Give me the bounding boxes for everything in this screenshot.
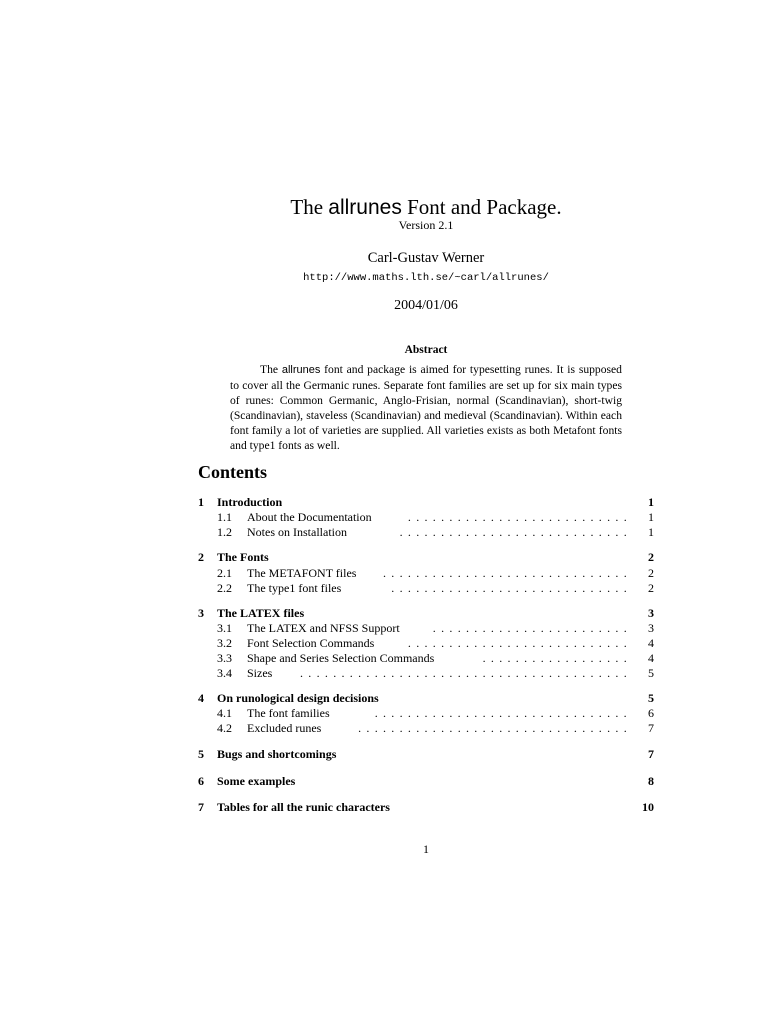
version: Version 2.1 <box>398 218 454 232</box>
toc-entry-number: 2 <box>198 550 204 564</box>
toc-entry-page: 2 <box>648 581 654 595</box>
toc-entry-page: 3 <box>648 606 654 620</box>
toc-entry-title: Some examples <box>217 774 296 788</box>
toc-entry-number: 3.1 <box>217 621 232 635</box>
page-number: 1 <box>423 842 429 856</box>
toc-subsection-entry[interactable] <box>198 721 654 736</box>
toc-subsection-entry[interactable] <box>198 706 654 721</box>
toc-leader-dots: ........................................ <box>300 666 632 680</box>
abstract-text: The allrunes font and package is aimed for typesetting runes. It is supposed to cover all the Germanic runes. Separate font families are set up for six main types of runes: Common Germanic, Anglo-Frisian, normal (Scandinavian), short-twig (Scandinavian), staveless (Scandinavian) and medieval (Scandinavian). Within each font family a lot of varieties are supplied. All varieties exists as both Metafont fonts and type1 fonts as well. <box>230 363 622 452</box>
toc-entry-number: 4.2 <box>217 721 232 735</box>
toc-entry-title: Introduction <box>217 495 283 509</box>
toc-entry-number: 1 <box>198 495 204 509</box>
toc-entry-number: 4 <box>198 691 204 705</box>
url-link[interactable]: http://www.maths.lth.se/~carl/allrunes/ <box>303 272 549 284</box>
toc-entry-title: Bugs and shortcomings <box>217 747 337 761</box>
toc-subsection-entry[interactable] <box>198 566 654 581</box>
toc-entry-title: The Fonts <box>217 550 269 564</box>
toc-entry-number: 7 <box>198 800 204 814</box>
toc-entry-page: 2 <box>648 566 654 580</box>
toc-entry-title: Sizes <box>247 666 273 680</box>
toc-entry-title: Excluded runes <box>247 721 322 735</box>
toc-entry-number: 4.1 <box>217 706 232 720</box>
toc-section-entry[interactable] <box>198 550 654 565</box>
toc-entry-number: 3.3 <box>217 651 232 665</box>
toc-entry-title: The LATEX and NFSS Support <box>247 621 400 635</box>
toc-section-entry[interactable] <box>198 774 654 789</box>
toc-leader-dots: ............................ <box>399 525 632 539</box>
toc-section-entry[interactable] <box>198 800 654 815</box>
document-title: The allrunes Font and Package. <box>290 195 562 219</box>
toc-entry-page: 3 <box>648 621 654 635</box>
toc-subsection-entry[interactable] <box>198 636 654 651</box>
toc-entry-number: 1.2 <box>217 525 232 539</box>
toc-entry-page: 5 <box>648 691 654 705</box>
toc-entry-number: 2.2 <box>217 581 232 595</box>
toc-entry-number: 3 <box>198 606 204 620</box>
toc-subsection-entry[interactable] <box>198 621 654 636</box>
toc-section-entry[interactable] <box>198 747 654 762</box>
toc-entry-number: 5 <box>198 747 204 761</box>
toc-leader-dots: ................................. <box>358 721 632 735</box>
toc-section-entry[interactable] <box>198 495 654 510</box>
toc-entry-page: 6 <box>648 706 654 720</box>
toc-entry-page: 8 <box>648 774 654 788</box>
toc-subsection-entry[interactable] <box>198 666 654 681</box>
toc-leader-dots: ........................ <box>432 621 632 635</box>
toc-entry-page: 1 <box>648 525 654 539</box>
toc-entry-number: 1.1 <box>217 510 232 524</box>
toc-subsection-entry[interactable] <box>198 510 654 525</box>
toc-entry-page: 2 <box>648 550 654 564</box>
toc-leader-dots: ........................... <box>407 636 632 650</box>
toc-subsection-entry[interactable] <box>198 651 654 666</box>
toc-entry-title: On runological design decisions <box>217 691 379 705</box>
toc-entry-page: 1 <box>648 510 654 524</box>
toc-entry-number: 2.1 <box>217 566 232 580</box>
toc-subsection-entry[interactable] <box>198 525 654 540</box>
toc-entry-title: Tables for all the runic characters <box>217 800 390 814</box>
toc-leader-dots: ........................... <box>407 510 632 524</box>
package-name: allrunes <box>328 196 402 219</box>
toc-entry-number: 6 <box>198 774 204 788</box>
toc-entry-title: The font families <box>247 706 330 720</box>
author: Carl-Gustav Werner <box>367 250 485 266</box>
toc-leader-dots: .............................. <box>383 566 632 580</box>
toc-entry-title: Shape and Series Selection Commands <box>247 651 435 665</box>
toc-subsection-entry[interactable] <box>198 581 654 596</box>
toc-leader-dots: ............................... <box>374 706 632 720</box>
date: 2004/01/06 <box>394 298 458 313</box>
toc-entry-page: 1 <box>648 495 654 509</box>
toc-entry-title: Notes on Installation <box>247 525 347 539</box>
toc-entry-page: 4 <box>648 651 654 665</box>
toc-entry-title: The type1 font files <box>247 581 342 595</box>
toc-entry-page: 10 <box>642 800 654 814</box>
abstract-heading: Abstract <box>404 344 448 356</box>
toc-entry-title: The METAFONT files <box>247 566 357 580</box>
toc-section-entry[interactable] <box>198 691 654 706</box>
toc-entry-page: 4 <box>648 636 654 650</box>
toc-section-entry[interactable] <box>198 606 654 621</box>
toc-entry-number: 3.4 <box>217 666 232 680</box>
toc-leader-dots: ............................. <box>391 581 632 595</box>
toc-entry-number: 3.2 <box>217 636 232 650</box>
toc-entry-page: 5 <box>648 666 654 680</box>
toc-entry-page: 7 <box>648 721 654 735</box>
toc-entry-page: 7 <box>648 747 654 761</box>
toc-leader-dots: .................. <box>482 651 632 665</box>
toc-entry-title: About the Documentation <box>247 510 372 524</box>
toc-entry-title: Font Selection Commands <box>247 636 375 650</box>
contents-heading: Contents <box>198 462 268 482</box>
toc-entry-title: The LATEX files <box>217 606 305 620</box>
